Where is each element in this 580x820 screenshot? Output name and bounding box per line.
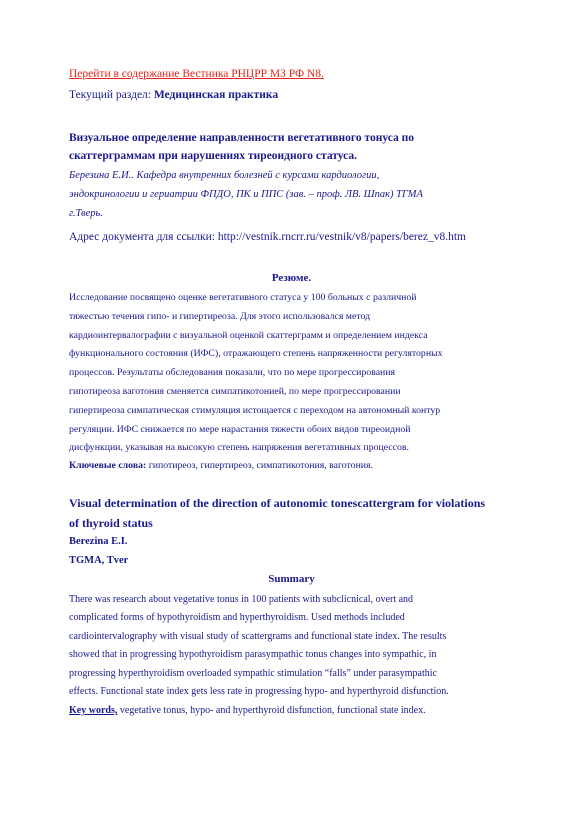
- ru-authors: [69, 166, 529, 223]
- summary-line: complicated forms of hypothyroidism and hyperthyroidism. Used methods included: [69, 612, 405, 624]
- en-author: Berezina E.I.: [69, 536, 128, 547]
- summary-line: гипертиреоза симпатическая стимуляция истощается с переходом на автономный контур: [69, 404, 441, 416]
- en-keywords-label: Key words,: [69, 705, 118, 716]
- summary-line: showed that in progressing hypothyroidism parasympathic tonus changes into sympathic, in: [69, 649, 437, 661]
- current-section: [69, 89, 514, 101]
- en-summary: [69, 591, 539, 701]
- en-keywords: [69, 702, 539, 720]
- summary-line: cardiointervalography with visual study of scattergrams and functional state index. The results: [69, 630, 447, 642]
- summary-line: дисфункции, указывая на высокую степень напряжения вегетативных процессов.: [69, 442, 410, 454]
- summary-line: There was research about vegetative tonus in 100 patients with subclicnical, overt and: [69, 594, 414, 605]
- document-address: Адрес документа для ссылки: http://vestnik.rncrr.ru/vestnik/v8/papers/berez_v8.htm: [69, 231, 466, 243]
- summary-line: кардиоинтервалографии с визуальной оценкой скаттерграмм и определением индекса: [69, 329, 428, 341]
- en-article-title: [69, 493, 529, 533]
- en-title-line: Visual determination of the direction of autonomic tonescattergram for violations: [69, 496, 486, 510]
- ru-authors-line: Березина Е.И.. Кафедра внутренних болезней с курсами кардиологии,: [69, 170, 380, 181]
- summary-line: гипотиреоза ваготония сменяется симпатикотонией, по мере прогрессировании: [69, 385, 401, 397]
- summary-line: Исследование посвящено оценке вегетативного статуса у 100 больных с различной: [69, 292, 417, 303]
- summary-line: progressing hyperthyroidism overloaded sympathic stimulation “falls” under parasympathic: [69, 667, 437, 679]
- ru-keywords-label: Ключевые слова:: [69, 460, 147, 471]
- ru-article-title: [69, 129, 514, 165]
- summary-line: effects. Functional state index gets less rate in progressing hypo- and hyperthyroid disfunction.: [69, 686, 449, 698]
- ru-title-line: скаттерграммам при нарушениях тиреоидного статуса.: [69, 150, 358, 162]
- summary-line: функционального состояния (ИФС), отражающего степень напряженности регуляторных: [69, 348, 443, 360]
- summary-line: процессов. Результаты обследования показали, что по мере прогрессирования: [69, 367, 396, 379]
- ru-authors-line: г.Тверь.: [69, 208, 103, 219]
- ru-summary: [69, 289, 529, 458]
- en-summary-heading: Summary: [268, 573, 315, 585]
- ru-title-line: Визуальное определение направленности вегетативного тонуса по: [69, 132, 414, 144]
- ru-keywords-text: гипотиреоз, гипертиреоз, симпатикотония, ваготония.: [146, 460, 374, 471]
- section-value: Медицинская практика: [153, 89, 279, 101]
- ru-summary-heading: Резюме.: [271, 272, 312, 284]
- summary-line: регуляции. ИФС снижается по мере нарастания тяжести обоих видов тиреоидной: [69, 423, 411, 435]
- ru-keywords: [69, 457, 529, 476]
- ru-authors-line: эндокринологии и гериатрии ФПДО, ПК и ППС (зав. – проф. ЛВ. Шпак) ТГМА: [69, 189, 423, 200]
- en-title-line: of thyroid status: [69, 516, 153, 530]
- contents-link[interactable]: Перейти в содержание Вестника РНЦРР МЗ РФ N8.: [69, 68, 324, 80]
- en-keywords-text: vegetative tonus, hypo- and hyperthyroid disfunction, functional state index.: [117, 705, 426, 716]
- section-label: Текущий раздел:: [69, 89, 154, 101]
- en-affiliation: TGMA, Tver: [69, 555, 129, 566]
- summary-line: тяжестью течения гипо- и гипертиреоза. Для этого использовался метод: [69, 310, 371, 322]
